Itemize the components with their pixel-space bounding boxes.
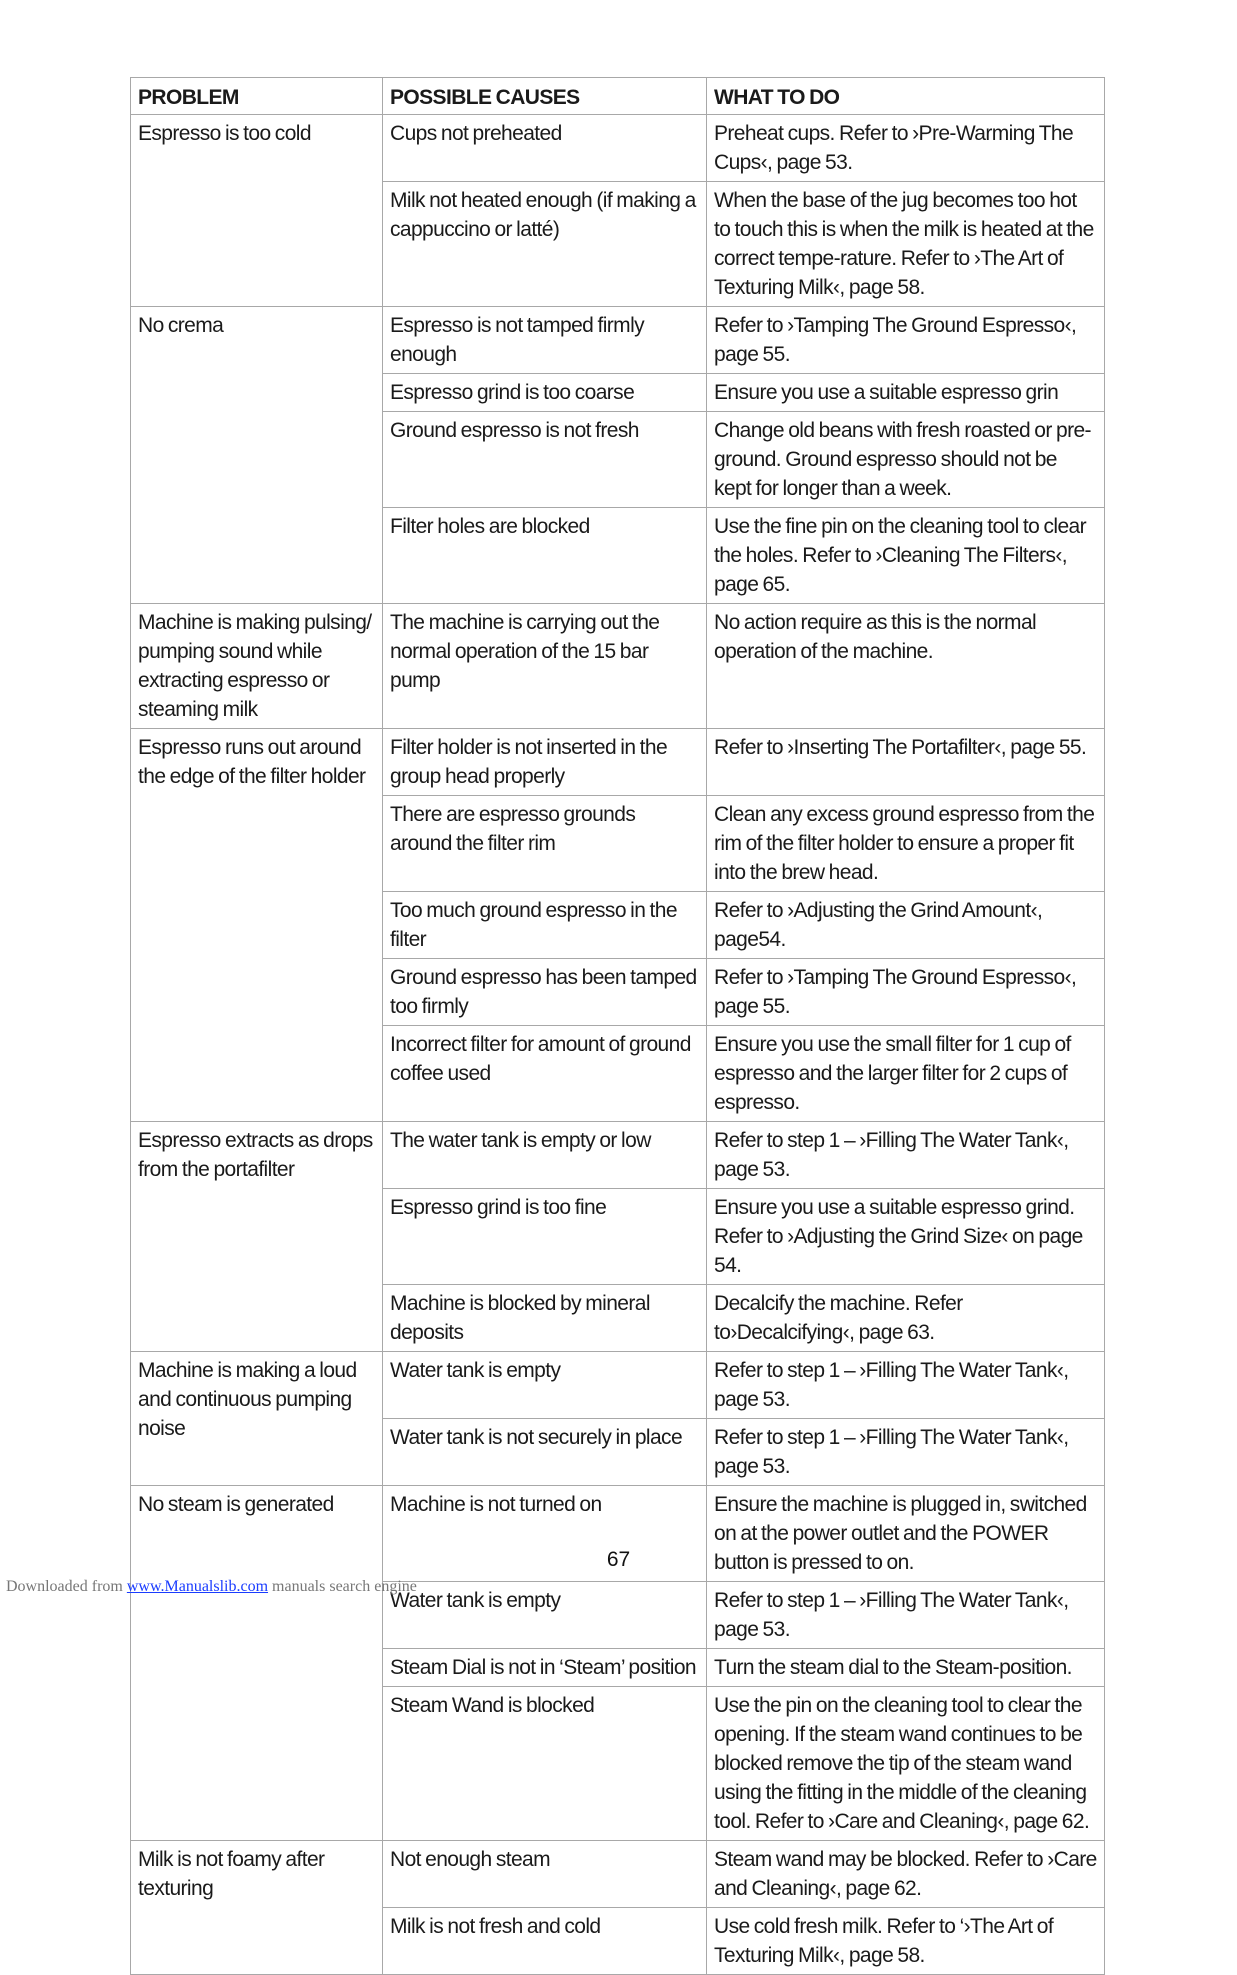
table-row [131,1352,1105,1419]
cause-cell: Not enough steam [383,1841,707,1908]
cause-cell: Machine is not turned on [383,1486,707,1582]
action-cell: Decalcify the machine. Refer to›Decalcifying‹, page 63. [707,1285,1105,1352]
table-row [131,729,1105,796]
action-cell: Change old beans with fresh roasted or pre-ground. Ground espresso should not be kept for longer than a week. [707,412,1105,508]
action-cell: Refer to step 1 – ›Filling The Water Tank‹, page 53. [707,1352,1105,1419]
table-row [131,307,1105,374]
cause-cell: Cups not preheated [383,115,707,182]
cause-cell: Filter holes are blocked [383,508,707,604]
table-row [131,115,1105,182]
cause-cell: Espresso grind is too fine [383,1189,707,1285]
action-cell: Ensure you use a suitable espresso grind. Refer to ›Adjusting the Grind Size‹ on page 54. [707,1189,1105,1285]
footer-prefix: Downloaded from [6,1578,127,1595]
action-cell: No action require as this is the normal operation of the machine. [707,604,1105,729]
cause-cell: The machine is carrying out the normal operation of the 15 bar pump [383,604,707,729]
action-cell: Refer to step 1 – ›Filling The Water Tank‹, page 53. [707,1122,1105,1189]
cause-cell: Incorrect filter for amount of ground coffee used [383,1026,707,1122]
table-row [131,604,1105,729]
cause-cell: The water tank is empty or low [383,1122,707,1189]
action-cell: Refer to step 1 – ›Filling The Water Tank‹, page 53. [707,1582,1105,1649]
problem-cell: No crema [131,307,383,604]
page-number: 67 [606,1548,631,1571]
table-row [131,1122,1105,1189]
cause-cell: Ground espresso is not fresh [383,412,707,508]
header-possible-causes: POSSIBLE CAUSES [383,78,707,115]
action-cell: Refer to ›Inserting The Portafilter‹, page 55. [707,729,1105,796]
cause-cell: There are espresso grounds around the filter rim [383,796,707,892]
problem-cell: No steam is generated [131,1486,383,1841]
action-cell: Refer to ›Tamping The Ground Espresso‹, page 55. [707,959,1105,1026]
action-cell: Clean any excess ground espresso from the rim of the filter holder to ensure a proper fit into the brew head. [707,796,1105,892]
action-cell: Refer to ›Tamping The Ground Espresso‹, page 55. [707,307,1105,374]
download-footer [6,1578,417,1596]
action-cell: Preheat cups. Refer to ›Pre-Warming The Cups‹, page 53. [707,115,1105,182]
cause-cell: Espresso is not tamped firmly enough [383,307,707,374]
action-cell: Use cold fresh milk. Refer to ‘›The Art of Texturing Milk‹, page 58. [707,1908,1105,1975]
problem-cell: Espresso extracts as drops from the portafilter [131,1122,383,1352]
table-header-row [131,78,1105,115]
cause-cell: Espresso grind is too coarse [383,374,707,412]
problem-cell: Machine is making pulsing/ pumping sound while extracting espresso or steaming milk [131,604,383,729]
action-cell: Use the fine pin on the cleaning tool to clear the holes. Refer to ›Cleaning The Filters‹, page 65. [707,508,1105,604]
footer-suffix: manuals search engine [268,1578,417,1595]
action-cell: Use the pin on the cleaning tool to clear the opening. If the steam wand continues to be blocked remove the tip of the steam wand using the fitting in the middle of the cleaning tool. Refer to ›Care and Cleaning‹, page 62. [707,1687,1105,1841]
cause-cell: Water tank is empty [383,1352,707,1419]
problem-cell: Espresso runs out around the edge of the filter holder [131,729,383,1122]
table-row [131,1841,1105,1908]
cause-cell: Water tank is not securely in place [383,1419,707,1486]
cause-cell: Steam Dial is not in ‘Steam’ position [383,1649,707,1687]
cause-cell: Milk is not fresh and cold [383,1908,707,1975]
header-problem: PROBLEM [131,78,383,115]
manualslib-link[interactable]: www.Manualslib.com [126,1578,269,1595]
troubleshooting-table [130,77,1105,1975]
problem-cell: Machine is making a loud and continuous pumping noise [131,1352,383,1486]
cause-cell: Machine is blocked by mineral deposits [383,1285,707,1352]
cause-cell: Water tank is empty [383,1582,707,1649]
action-cell: Refer to ›Adjusting the Grind Amount‹, page54. [707,892,1105,959]
header-what-to-do: WHAT TO DO [707,78,1105,115]
action-cell: Ensure you use the small filter for 1 cup of espresso and the larger filter for 2 cups of espresso. [707,1026,1105,1122]
problem-cell: Milk is not foamy after texturing [131,1841,383,1975]
action-cell: Ensure you use a suitable espresso grin [707,374,1105,412]
cause-cell: Milk not heated enough (if making a cappuccino or latté) [383,182,707,307]
cause-cell: Too much ground espresso in the filter [383,892,707,959]
cause-cell: Filter holder is not inserted in the group head properly [383,729,707,796]
problem-cell: Espresso is too cold [131,115,383,307]
cause-cell: Steam Wand is blocked [383,1687,707,1841]
action-cell: Refer to step 1 – ›Filling The Water Tank‹, page 53. [707,1419,1105,1486]
action-cell: When the base of the jug becomes too hot to touch this is when the milk is heated at the correct tempe-rature. Refer to ›The Art of Texturing Milk‹, page 58. [707,182,1105,307]
action-cell: Turn the steam dial to the Steam-position. [707,1649,1105,1687]
action-cell: Ensure the machine is plugged in, switched on at the power outlet and the POWER button is pressed to on. [707,1486,1105,1582]
cause-cell: Ground espresso has been tamped too firmly [383,959,707,1026]
action-cell: Steam wand may be blocked. Refer to ›Care and Cleaning‹, page 62. [707,1841,1105,1908]
